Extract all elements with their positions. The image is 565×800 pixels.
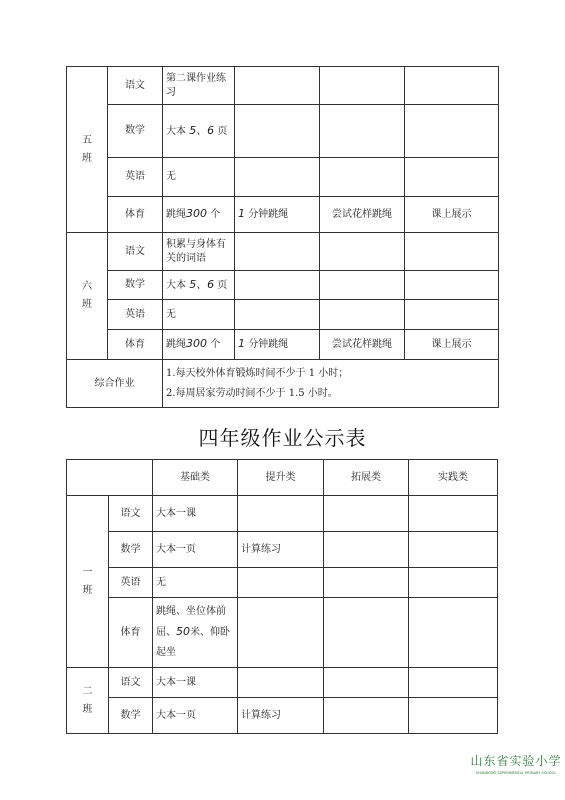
basic-cell: 跳绳300 个 — [163, 330, 235, 360]
extend-cell: 尝试花样跳绳 — [320, 330, 405, 360]
improve-cell — [235, 67, 320, 105]
table-row — [67, 158, 499, 197]
basic-cell: 无 — [153, 568, 238, 598]
subject-cell: 体育 — [108, 197, 163, 233]
subject-cell: 英语 — [108, 300, 163, 330]
extend-cell — [320, 158, 405, 197]
practice-cell — [409, 598, 498, 668]
practice-cell — [409, 668, 498, 698]
extend-cell — [320, 105, 405, 158]
table-row — [67, 598, 498, 668]
homework-table-grade-continuation — [66, 66, 499, 408]
table-row — [67, 271, 499, 300]
practice-cell — [409, 532, 498, 568]
basic-cell: 大本一课 — [153, 496, 238, 532]
basic-cell: 大本 5、6 页 — [163, 271, 235, 300]
extend-cell — [320, 67, 405, 105]
improve-cell — [238, 668, 324, 698]
improve-cell — [238, 568, 324, 598]
basic-cell: 积累与身体有关的词语 — [163, 233, 235, 271]
header-basic: 基础类 — [153, 460, 238, 496]
basic-cell: 无 — [163, 158, 235, 197]
subject-cell: 数学 — [108, 105, 163, 158]
extend-cell — [324, 598, 409, 668]
comprehensive-line-1: 1.每天校外体育锻炼时间不少于 1 小时； — [166, 367, 349, 379]
improve-cell — [235, 300, 320, 330]
page-title: 四年级作业公示表 — [198, 426, 367, 450]
header-blank — [67, 460, 153, 496]
subject-cell: 语文 — [108, 233, 163, 271]
improve-cell: 计算练习 — [238, 532, 324, 568]
homework-table-grade-4 — [66, 459, 498, 734]
header-extend: 拓展类 — [324, 460, 409, 496]
table-row — [67, 698, 498, 734]
subject-cell: 数学 — [109, 532, 153, 568]
improve-cell: 1 分钟跳绳 — [235, 330, 320, 360]
table-row — [67, 233, 499, 271]
improve-cell: 1 分钟跳绳 — [235, 197, 320, 233]
comprehensive-line-2: 2.每周居家劳动时间不少于 1.5 小时。 — [166, 387, 338, 399]
basic-cell: 无 — [163, 300, 235, 330]
extend-cell — [324, 698, 409, 734]
table-row — [67, 300, 499, 330]
table-row — [67, 496, 498, 532]
class-label-2: 二 班 — [67, 668, 109, 734]
improve-cell — [235, 105, 320, 158]
subject-cell: 英语 — [108, 158, 163, 197]
table-row — [67, 67, 499, 105]
extend-cell — [320, 271, 405, 300]
school-logo-name: 山东省实验小学 — [470, 754, 562, 768]
subject-cell: 数学 — [108, 271, 163, 300]
extend-cell — [320, 300, 405, 330]
extend-cell — [324, 532, 409, 568]
class-label-6: 六 班 — [67, 233, 108, 360]
table-row — [67, 360, 499, 408]
subject-cell: 英语 — [109, 568, 153, 598]
class-label-5: 五 班 — [67, 67, 108, 233]
subject-cell: 语文 — [109, 668, 153, 698]
table-row — [67, 105, 499, 158]
basic-cell: 大本一页 — [153, 532, 238, 568]
practice-cell — [405, 271, 499, 300]
practice-cell — [405, 67, 499, 105]
table-row — [67, 197, 499, 233]
extend-cell — [324, 568, 409, 598]
table-row — [67, 532, 498, 568]
practice-cell — [409, 568, 498, 598]
subject-cell: 语文 — [109, 496, 153, 532]
improve-cell — [235, 233, 320, 271]
comprehensive-content — [163, 360, 499, 408]
practice-cell — [405, 158, 499, 197]
basic-cell: 第二课作业练习 — [163, 67, 235, 105]
school-logo-english: SHANDONG EXPERIMENTAL PRIMARY SCHOOL — [475, 771, 557, 775]
improve-cell: 计算练习 — [238, 698, 324, 734]
subject-cell: 数学 — [109, 698, 153, 734]
subject-cell: 体育 — [108, 330, 163, 360]
practice-cell — [409, 698, 498, 734]
basic-cell: 大本 5、6 页 — [163, 105, 235, 158]
improve-cell — [235, 271, 320, 300]
header-practice: 实践类 — [409, 460, 498, 496]
practice-cell — [405, 233, 499, 271]
class-label-1: 一 班 — [67, 496, 109, 668]
practice-cell — [405, 105, 499, 158]
extend-cell — [320, 233, 405, 271]
header-improve: 提升类 — [238, 460, 324, 496]
practice-cell: 课上展示 — [405, 197, 499, 233]
basic-cell: 大本一课 — [153, 668, 238, 698]
improve-cell — [238, 598, 324, 668]
table-row — [67, 330, 499, 360]
practice-cell — [409, 496, 498, 532]
subject-cell: 语文 — [108, 67, 163, 105]
table-row — [67, 568, 498, 598]
basic-cell: 大本一页 — [153, 698, 238, 734]
extend-cell — [324, 668, 409, 698]
comprehensive-label: 综合作业 — [67, 360, 163, 408]
extend-cell: 尝试花样跳绳 — [320, 197, 405, 233]
improve-cell — [238, 496, 324, 532]
improve-cell — [235, 158, 320, 197]
subject-cell: 体育 — [109, 598, 153, 668]
extend-cell — [324, 496, 409, 532]
school-logo — [470, 752, 562, 775]
basic-cell: 跳绳300 个 — [163, 197, 235, 233]
table-row — [67, 668, 498, 698]
table-header-row — [67, 460, 498, 496]
basic-cell: 跳绳、坐位体前屈、50米、仰卧起坐 — [153, 598, 238, 668]
practice-cell: 课上展示 — [405, 330, 499, 360]
practice-cell — [405, 300, 499, 330]
